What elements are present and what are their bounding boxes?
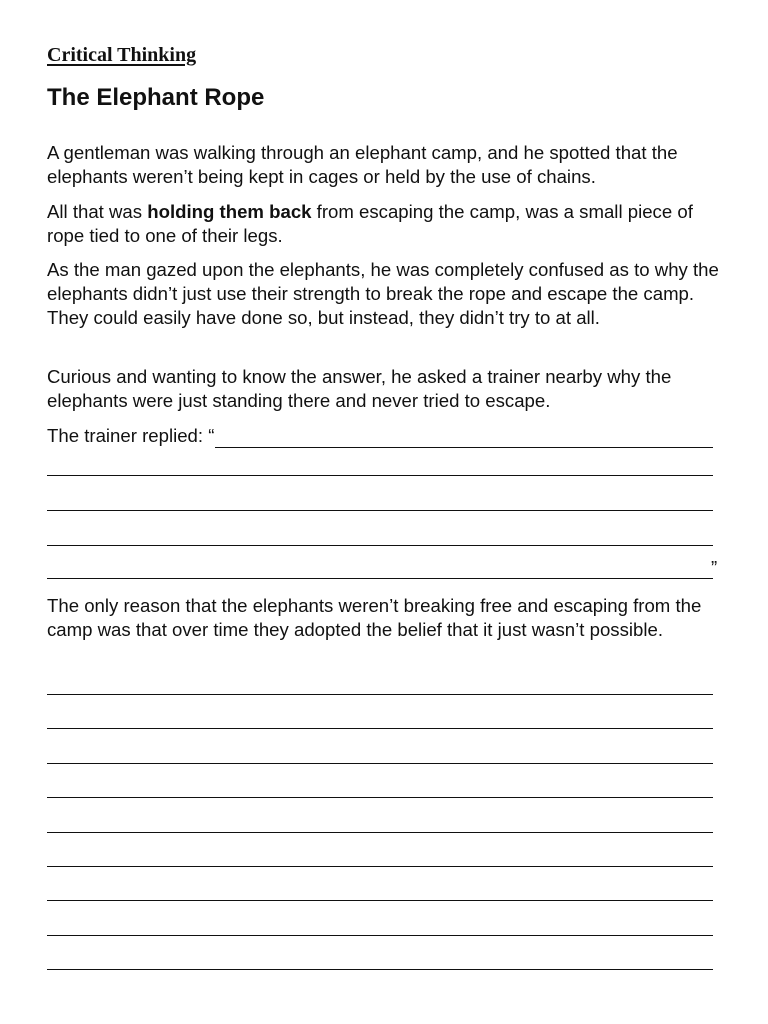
story-paragraph-3: As the man gazed upon the elephants, he was completely confused as to why the elephants didn’t just use their strength to break the rope and escape the camp. They could easily have done so, but instead, they didn’t try to at all. (47, 259, 719, 328)
trainer-reply-blank[interactable] (215, 428, 713, 448)
closing-quote: ” (711, 557, 718, 578)
answer-line-trainer-4[interactable] (47, 545, 713, 546)
answer-line-3[interactable] (47, 763, 713, 764)
answer-line-6[interactable] (47, 866, 713, 867)
story-paragraph-4: Curious and wanting to know the answer, he asked a trainer nearby why the elephants were just standing there and never tried to escape. (47, 366, 672, 411)
answer-line-trainer-3[interactable] (47, 510, 713, 511)
story-paragraph-1: A gentleman was walking through an elephant camp, and he spotted that the elephants weren’t being kept in cages or held by the use of chains. (47, 142, 678, 187)
trainer-reply-line[interactable] (47, 424, 713, 448)
paragraph-2-text-start: All that was (47, 201, 148, 222)
paragraph-2-bold-phrase: holding them back (147, 201, 312, 222)
answer-line-trainer-5[interactable] (47, 578, 713, 579)
paragraph-2-text-end: from escaping the camp, was a small piece of rope tied to one of their legs. (47, 201, 693, 246)
story-paragraph-2 (47, 200, 727, 248)
answer-line-4[interactable] (47, 797, 713, 798)
section-label: Critical Thinking (47, 44, 197, 66)
page-title: The Elephant Rope (47, 84, 265, 111)
answer-line-5[interactable] (47, 832, 713, 833)
answer-line-9[interactable] (47, 969, 713, 970)
story-paragraph-5: The only reason that the elephants weren’t breaking free and escaping from the camp was that over time they adopted the belief that it just wasn’t possible. (47, 595, 702, 640)
answer-line-trainer-2[interactable] (47, 475, 713, 476)
answer-line-8[interactable] (47, 935, 713, 936)
trainer-reply-label: The trainer replied: “ (47, 425, 215, 446)
answer-line-7[interactable] (47, 900, 713, 901)
answer-line-2[interactable] (47, 728, 713, 729)
answer-line-1[interactable] (47, 694, 713, 695)
